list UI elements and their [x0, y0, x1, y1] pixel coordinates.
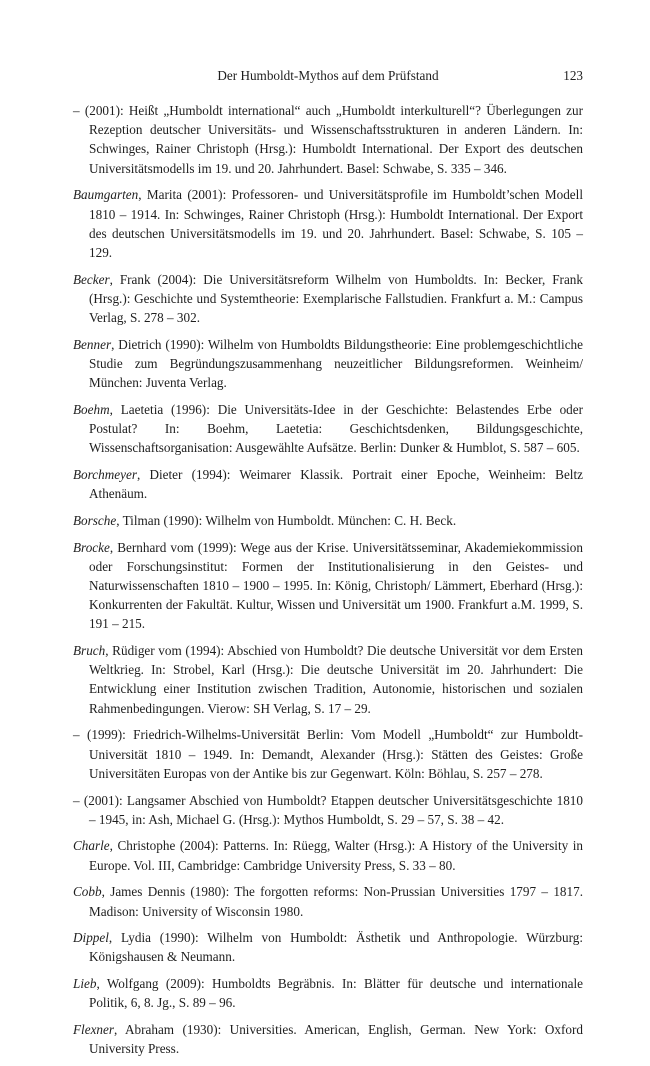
entry-text: , Abraham (1930): Universities. American, English, German. New York: Oxford University Press. — [89, 1022, 583, 1057]
entry-text: , Rüdiger vom (1994): Abschied von Humboldt? Die deutsche Universität vor dem Ersten Weltkrieg. In: Strobel, Karl (Hrsg.): Die deutsche Universität im 20. Jahrhundert: Die Entwicklung einer Institution zwischen Tradition, Autonomie, historischen und sozialen Rahmenbedingungen. Vierow: SH Verlag, S. 17 – 29. — [89, 643, 583, 716]
bibliography-entry — [73, 882, 583, 920]
entry-text: , Lydia (1990): Wilhelm von Humboldt: Ästhetik und Anthropologie. Würzburg: Königshausen & Neumann. — [89, 930, 583, 965]
entry-text: , Christophe (2004): Patterns. In: Rüegg, Walter (Hrsg.): A History of the University in Europe. Vol. III, Cambridge: Cambridge University Press, S. 33 – 80. — [89, 838, 583, 873]
bibliography-entry — [73, 511, 583, 530]
bibliography-entry — [73, 641, 583, 718]
entry-text: , Laetetia (1996): Die Universitäts-Idee in der Geschichte: Belastendes Erbe oder Postulat? In: Boehm, Laetetia: Geschichtsdenken, Bildungsgeschichte, Wissenschaftsorganisation: Ausgewählte Aufsätze. Berlin: Dunker & Humblot, S. 587 – 605. — [89, 401, 583, 456]
bibliography-entry — [73, 185, 583, 262]
bibliography-entry — [73, 465, 583, 503]
entry-author: Flexner — [73, 1022, 115, 1038]
entry-text: – (1999): Friedrich-Wilhelms-Universität Berlin: Vom Modell „Humboldt“ zur Humboldt-Universität 1810 – 1949. In: Demandt, Alexander (Hrsg.): Stätten des Geistes: Große Universitäten Europas von der Antike bis zur Gegenwart. Köln: Böhlau, S. 257 – 278. — [73, 727, 583, 781]
bibliography-entry — [73, 974, 583, 1012]
entry-author: Lieb — [73, 976, 97, 992]
bibliography-entry — [73, 1020, 583, 1058]
entry-author: Baumgarten — [73, 187, 139, 203]
entry-author: Dippel — [73, 930, 109, 946]
entry-author: Borchmeyer — [73, 466, 137, 482]
entry-text: , Dieter (1994): Weimarer Klassik. Portrait einer Epoche, Weinheim: Beltz Athenäum. — [89, 466, 583, 502]
entry-text: – (2001): Langsamer Abschied von Humboldt? Etappen deutscher Universitätsgeschichte 1810 – 1945, in: Ash, Michael G. (Hrsg.): Mythos Humboldt, S. 29 – 57, S. 38 – 42. — [73, 792, 583, 827]
bibliography-entry — [73, 725, 583, 783]
entry-author: Becker — [73, 271, 110, 287]
bibliography-entry — [73, 928, 583, 966]
entry-text: , James Dennis (1980): The forgotten reforms: Non-Prussian Universities 1797 – 1817. Madison: University of Wisconsin 1980. — [89, 884, 583, 919]
running-title: Der Humboldt-Mythos auf dem Prüfstand — [217, 68, 439, 83]
running-header — [73, 68, 583, 84]
bibliography-entry — [73, 101, 583, 178]
entry-author: Benner — [73, 336, 112, 352]
entry-text: , Wolfgang (2009): Humboldts Begräbnis. In: Blätter für deutsche und internationale Politik, 6, 8. Jg., S. 89 – 96. — [89, 976, 583, 1011]
bibliography-entry — [73, 400, 583, 458]
entry-text: , Marita (2001): Professoren- und Universitätsprofile im Humboldt’schen Modell 1810 – 1914. In: Schwinges, Rainer Christoph (Hrsg.): Humboldt International. Der Export des deutschen Universitätsmodells im 19. und 20. Jahrhundert. Basel: Schwabe, S. 105 – 129. — [89, 187, 583, 260]
entry-text: , Dietrich (1990): Wilhelm von Humboldts Bildungstheorie: Eine problemgeschichtliche Studie zum Begründungszusammenhang neuzeitlicher Bildungsreformen. Weinheim/ München: Juventa Verlag. — [89, 336, 583, 391]
entry-author: Bruch — [73, 643, 106, 659]
bibliography-entry — [73, 836, 583, 874]
bibliography-entry — [73, 335, 583, 393]
entry-text: , Frank (2004): Die Universitätsreform Wilhelm von Humboldts. In: Becker, Frank (Hrsg.): Geschichte und Systemtheorie: Exemplarische Fallstudien. Frankfurt a. M.: Campus Verlag, S. 278 – 302. — [89, 271, 583, 326]
entry-author: Charle — [73, 838, 110, 854]
entry-text: , Tilman (1990): Wilhelm von Humboldt. München: C. H. Beck. — [116, 512, 457, 528]
entry-text: – (2001): Heißt „Humboldt international“ auch „Humboldt interkulturell“? Überlegungen zur Rezeption deutscher Universitäts- und Wissenschaftsstrukturen in anderen Ländern. In: Schwinges, Rainer Christoph (Hrsg.): Humboldt International. Der Export des deutschen Universitätsmodells im 19. und 20. Jahrhundert. Basel: Schwabe, S. 335 – 346. — [73, 103, 583, 176]
entry-text: , Bernhard vom (1999): Wege aus der Krise. Universitätsseminar, Akademiekommission oder Forschungsinstitut: Formen der Institutionalisierung in den Geistes- und Naturwissenschaften 1810 – 1900 – 1995. In: König, Christoph/ Lämmert, Eberhard (Hrsg.): Konkurrenten der Fakultät. Kultur, Wissen und Universität um 1900. Frankfurt a.M. 1999, S. 191 – 215. — [89, 539, 583, 632]
entry-author: Borsche — [73, 512, 117, 528]
entry-author: Brocke — [73, 539, 110, 555]
bibliography-entry — [73, 791, 583, 829]
bibliography-entry — [73, 270, 583, 328]
entry-author: Boehm — [73, 401, 110, 417]
bibliography-list — [73, 101, 583, 1066]
page-number: 123 — [563, 68, 583, 83]
entry-author: Cobb — [73, 884, 102, 900]
bibliography-entry — [73, 538, 583, 634]
